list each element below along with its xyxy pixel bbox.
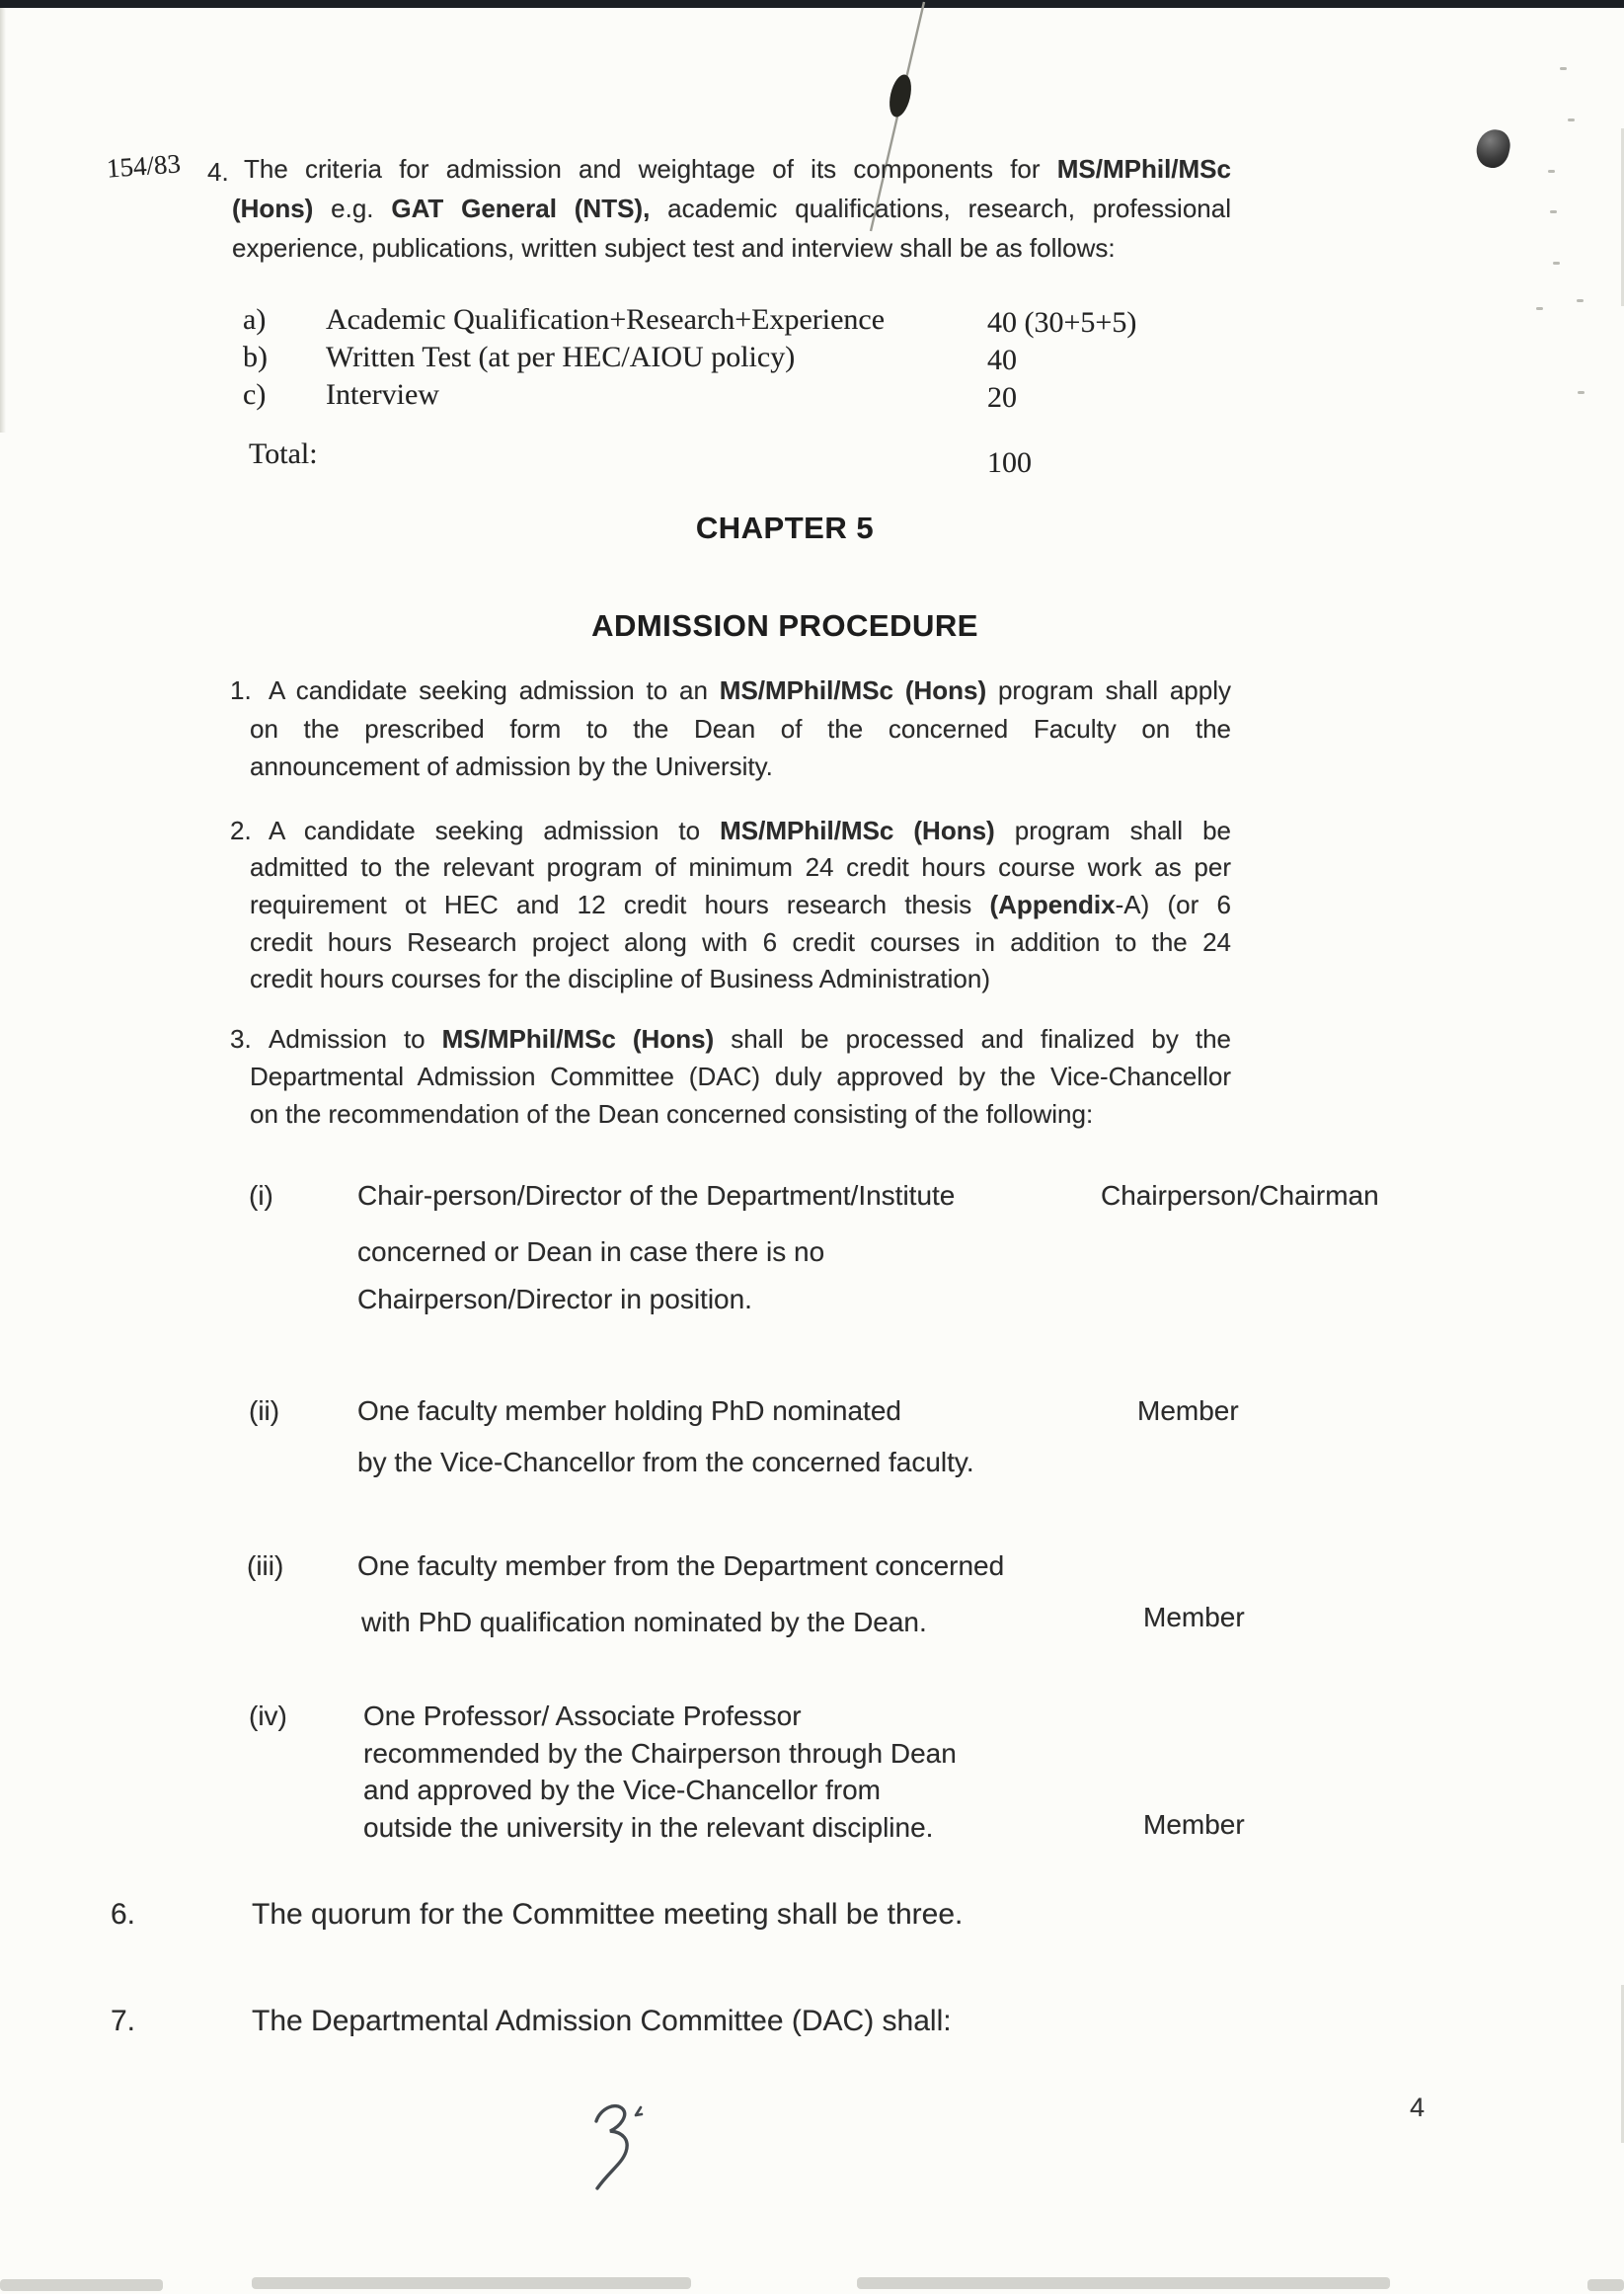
committee-item-label: (iv): [249, 1701, 287, 1731]
item-4-line: (Hons) e.g. GAT General (NTS), academic qualifications, research, professional: [232, 194, 1231, 223]
scan-speck: [1536, 307, 1543, 310]
committee-item-label: (iii): [247, 1550, 284, 1581]
item-2-line: credit hours Research project along with 6 credit courses in addition to the 24: [250, 927, 1231, 957]
item-3-line: Admission to MS/MPhil/MSc (Hons) shall be processed and finalized by the: [269, 1024, 1231, 1054]
item-2-line: A candidate seeking admission to MS/MPhil/MSc (Hons) program shall be: [269, 816, 1231, 845]
scan-speck: [1560, 67, 1567, 70]
item-2-line: requirement ot HEC and 12 credit hours research thesis (Appendix-A) (or 6: [250, 890, 1231, 919]
scan-smudge: [252, 2277, 691, 2289]
committee-item-line: One faculty member holding PhD nominated: [357, 1395, 901, 1426]
scan-speck: [1553, 262, 1560, 265]
committee-item-label: (i): [249, 1180, 273, 1211]
item-3-line: on the recommendation of the Dean concerned consisting of the following:: [250, 1099, 1094, 1129]
scan-speck: [1548, 170, 1555, 173]
item-2-number: 2.: [230, 816, 252, 845]
committee-item-role: Member: [1143, 1809, 1245, 1840]
margin-note: 154/83: [105, 148, 182, 184]
item-1-line: on the prescribed form to the Dean of the concerned Faculty on the: [250, 714, 1231, 744]
chapter-heading: CHAPTER 5: [695, 511, 875, 545]
committee-item-line: One faculty member from the Department concerned: [357, 1550, 1005, 1581]
committee-item-role: Member: [1143, 1602, 1245, 1632]
scan-smudge: [0, 2279, 163, 2291]
weightage-total-label: Total:: [249, 437, 318, 470]
item-4-number: 4.: [207, 157, 229, 187]
committee-item-line: Chairperson/Director in position.: [357, 1284, 752, 1314]
item-4-line: The criteria for admission and weightage of its components for MS/MPhil/MSc: [244, 154, 1231, 184]
item-1-number: 1.: [230, 675, 252, 705]
committee-item-line: One Professor/ Associate Professor: [363, 1701, 802, 1731]
handwritten-mark: [584, 2101, 661, 2198]
committee-item-role: Chairperson/Chairman: [1101, 1180, 1379, 1211]
section-heading: ADMISSION PROCEDURE: [591, 608, 978, 643]
weightage-row-item: Written Test (at per HEC/AIOU policy): [326, 341, 796, 373]
item-2-line: admitted to the relevant program of minimum 24 credit hours course work as per: [250, 852, 1231, 882]
weightage-row-label: b): [243, 341, 268, 373]
scan-speck: [1578, 391, 1585, 394]
item-6-number: 6.: [111, 1898, 136, 1931]
page-number: 4: [1410, 2093, 1426, 2122]
committee-item-role: Member: [1137, 1395, 1239, 1426]
item-1-line: announcement of admission by the University.: [250, 751, 773, 781]
committee-item-line: with PhD qualification nominated by the Dean.: [361, 1607, 927, 1637]
ink-stain: [1473, 126, 1512, 171]
item-6-text: The quorum for the Committee meeting shall be three.: [252, 1898, 964, 1931]
item-7-text: The Departmental Admission Committee (DAC) shall:: [252, 2005, 952, 2037]
committee-item-line: Chair-person/Director of the Department/Institute: [357, 1180, 956, 1211]
weightage-row-label: c): [243, 378, 267, 411]
weightage-row-value: 40: [987, 344, 1017, 376]
scan-edge-top: [0, 0, 1624, 8]
scan-edge-left: [0, 8, 6, 433]
weightage-row-value: 20: [987, 381, 1017, 414]
committee-item-line: recommended by the Chairperson through Dean: [363, 1738, 957, 1769]
committee-item-line: concerned or Dean in case there is no: [357, 1236, 825, 1267]
item-7-number: 7.: [111, 2005, 136, 2037]
item-4-line: experience, publications, written subject test and interview shall be as follows:: [232, 233, 1116, 263]
item-3-line: Departmental Admission Committee (DAC) duly approved by the Vice-Chancellor: [250, 1062, 1231, 1091]
weightage-row-label: a): [243, 303, 267, 336]
weightage-total-value: 100: [987, 446, 1032, 479]
weightage-row-item: Academic Qualification+Research+Experience: [326, 303, 886, 336]
weightage-row-item: Interview: [326, 378, 439, 411]
committee-item-line: by the Vice-Chancellor from the concerned faculty.: [357, 1447, 974, 1477]
committee-item-line: outside the university in the relevant discipline.: [363, 1812, 934, 1843]
scan-speck: [1577, 299, 1584, 302]
item-3-number: 3.: [230, 1024, 252, 1054]
committee-item-line: and approved by the Vice-Chancellor from: [363, 1775, 882, 1805]
item-2-line: credit hours courses for the discipline of Business Administration): [250, 964, 991, 993]
weightage-row-value: 40 (30+5+5): [987, 306, 1137, 339]
item-1-line: A candidate seeking admission to an MS/MPhil/MSc (Hons) program shall apply: [269, 675, 1231, 705]
committee-item-label: (ii): [249, 1395, 280, 1426]
scan-smudge: [857, 2277, 1390, 2289]
scan-speck: [1568, 119, 1575, 121]
scan-smudge: [1587, 2279, 1624, 2291]
scan-speck: [1550, 210, 1557, 213]
